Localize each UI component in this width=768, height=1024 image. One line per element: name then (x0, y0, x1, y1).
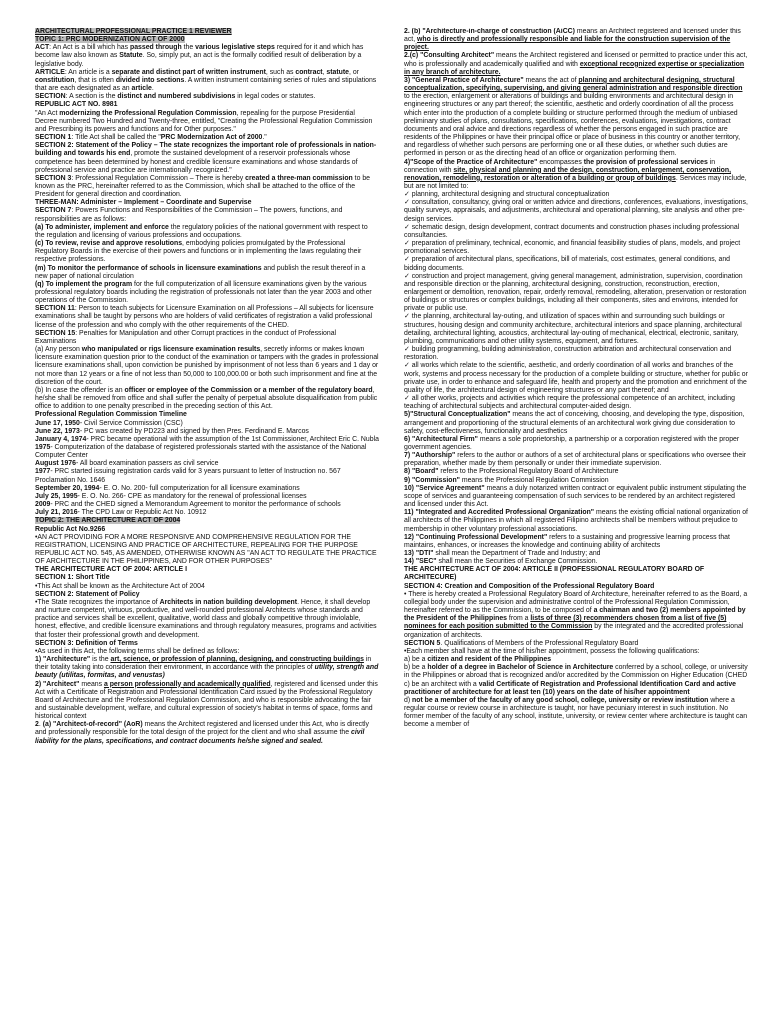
text-run: exceptional recognized expertise or specialization in any branch of architecture. (404, 60, 745, 76)
paragraph (35, 265, 379, 281)
text-run: ✓ the planning, architectural lay-outing, and utilization of spaces within and surrounding such buildings or structures, housing design and community architecture, architectural interiors and space planning, architectural detailing, architectural lighting, acoustics, architectural lay-outing of mechanical, electrical, electronic, sanitary, plumbing, communications and other utility systems, equipment, and fixtures. (404, 313, 742, 344)
text-run: 9) "Commission" (404, 476, 460, 484)
text-run: (m) To monitor the performance of schools in licensure examinations (35, 264, 262, 272)
text-run: ✓ planning, architectural designing and structural conceptualization (404, 191, 609, 198)
text-run: •AN ACT PROVIDING FOR A MORE RESPONSIVE AND COMPREHENSIVE REGULATION FOR THE REGISTRATION, LICENSING AND PRACTICE OF ARCHITECTURE, REPEALING FOR THE PURPOSE REPUBLIC ACT NO. 545, AS AMENDED, OTHERWISE KNOWN AS "AN ACT TO REGULATE THE PRACTICE OF ARCHITECTURE IN THE PHILIPPINES, AND FOR OTHER PURPOSES" (35, 533, 377, 566)
text-run: ✓ all works which relate to the scientific, aesthetic, and orderly coordination of all works and branches of the work, systems and process necessary for the production of a complete building or structure, whether for public or private use, in order to enhance and safeguard life, health and property and the promotion and enrichment of the quality of life, the architectural design of engineering structures or any part thereof; and (404, 362, 748, 393)
paragraph (35, 281, 379, 305)
text-run: - Civil Service Commission (CSC) (79, 419, 183, 427)
text-run: means the Professional Regulation Commission (459, 476, 609, 484)
text-run: 14) "SEC" (404, 558, 437, 566)
text-run: June 22, 1973 (35, 427, 80, 435)
paragraph (404, 313, 748, 346)
text-run: TOPIC 1: PRC MODERNIZATION ACT OF 2000 (35, 36, 185, 44)
text-run: - Computerization of the database of registered professionals started with the assistance of the National Computer Center (35, 443, 367, 460)
text-run: citizen and resident of the Philippines (427, 656, 552, 664)
text-run: art, science, or profession of planning, designing, and constructing buildings (110, 656, 364, 664)
paragraph (404, 468, 748, 476)
paragraph (35, 468, 379, 484)
text-run: . Qualifications of Members of the Professional Regulatory Board (440, 639, 639, 647)
text-run: ✓ consultation, consultancy, giving oral or written advice and directions, conferences, evaluations, investigations, quality surveys, appraisals, and adjustments, architectural and operational planning, site analysis and other pre-design services. (404, 199, 748, 222)
text-run: (a) Any person (35, 346, 82, 354)
text-run: ✓ preparation of architectural plans, specifications, bill of materials, cost estimates, general conditions, and bidding documents. (404, 256, 730, 271)
text-run: , such as (265, 68, 296, 76)
paragraph (35, 681, 379, 722)
paragraph (404, 664, 748, 680)
text-run: holder of a degree in Bachelor of Science in Architecture (427, 664, 614, 672)
text-run: (q) To implement the program (35, 280, 133, 288)
text-run: SECTION 15 (35, 329, 76, 337)
text-run: SECTION 1: Short Title (35, 574, 110, 582)
text-run: (a) To administer, implement and enforce (35, 223, 169, 231)
text-run: . (38, 721, 43, 729)
paragraph (35, 534, 379, 567)
paragraph (35, 224, 379, 240)
paragraph (404, 159, 748, 192)
paragraph (404, 566, 748, 582)
paragraph (35, 566, 379, 574)
text-run: Professional Regulation Commission Timeline (35, 411, 187, 419)
text-run: by the integrated and the accredited professional organization of architects. (404, 623, 744, 639)
paragraph (35, 330, 379, 346)
paragraph (35, 36, 379, 44)
text-run: from a (507, 615, 531, 623)
text-run: : An article is a (64, 68, 112, 76)
text-run: who manipulated or rigs licensure examination results (81, 346, 261, 354)
text-run: refers to the author or authors of a set of architectural plans or specifications who oversee their preparation, whether made by them personally or under their immediate supervision. (404, 452, 747, 468)
text-run: - PRC and the CHED signed a Memorandum Agreement to monitor the performance of schools (50, 501, 341, 509)
text-run: conferred by a school, college, or university in the Philippines or abroad that is recognized and/or accredited by the Commission on Higher Education (CHED (404, 664, 748, 680)
paragraph (404, 273, 748, 314)
paragraph (35, 134, 379, 142)
text-run: 8) "Board" (404, 468, 439, 476)
paragraph (35, 640, 379, 648)
text-run: •This Act shall be known as the Architecture Act of 2004 (35, 582, 205, 590)
text-run: for the full computerization of all licensure examinations given by the various professional regulatory boards including the registration of professionals not later than the year 2003 and other operations of the Commission. (35, 280, 372, 305)
text-run: - E. O. No. 200- full computerization for all licensure examinations (99, 484, 300, 492)
text-run: means (79, 680, 104, 688)
paragraph (35, 199, 379, 207)
text-run: SECTION 11 (35, 305, 75, 313)
paragraph (35, 517, 379, 525)
paragraph (35, 460, 379, 468)
text-run: . (151, 85, 154, 93)
paragraph (35, 428, 379, 436)
paragraph (404, 28, 748, 52)
text-run: 10) "Service Agreement" (404, 484, 485, 492)
text-run: a) be a (404, 656, 428, 664)
text-run: August 1976 (35, 460, 76, 468)
text-run: to the erection, enlargement or alterations of buildings and building environments and architectural design in engineering structures or any part thereof; the scientific, aesthetic and orderly coordination of all the process which enter into the production of a complete building or structure performed through the medium of unbiased preliminary studies of plans, consultations, specifications, conferences, evaluations, investigations, contract documents and oral advice and directions regardless of whether the persons engaged in such practice are residents of the Philippines or have their principal office or place of business in this country or another territory, and regardless of whether such persons are performing one or all these duties, or whether such duties are performed in person or as the directing head of an office or organization performing them. (404, 93, 741, 158)
paragraph (35, 656, 379, 680)
text-run: a chairman and two (2) members appointed by the President of the Philippines (404, 607, 746, 623)
paragraph (404, 436, 748, 452)
text-run: (a) "Architect-of-record" (AoR) (42, 721, 143, 729)
paragraph (404, 346, 748, 362)
text-run: in their totality taking into consideration their environment, in accordance with the principles of (35, 656, 372, 672)
text-run: SECTION 5 (404, 639, 441, 647)
paragraph (404, 697, 748, 730)
text-run: 5)"Structural Conceptualization" (404, 411, 511, 419)
text-run: 2 (35, 721, 39, 729)
paragraph (404, 452, 748, 468)
text-run: •As used in this Act, the following terms shall be defined as follows: (35, 647, 240, 655)
text-run: article (131, 85, 152, 93)
text-run: 7) "Authorship" (404, 452, 456, 460)
text-run: separate and distinct part of written instrument (111, 68, 266, 76)
paragraph (35, 501, 379, 509)
paragraph (35, 436, 379, 444)
text-run: THE ARCHITECTURE ACT OF 2004: ARTICLE II (PROFESSIONAL REGULATORY BOARD OF ARCHITECURE) (404, 566, 705, 582)
text-run: where a regular course or review course in architecture is taught, nor have pecuniary interest in such institution. No former member of the faculty of any school, institute, university, or review center where architecture is taught can become a member of (404, 696, 748, 729)
text-run: . Services may include, but are not limited to: (404, 174, 747, 190)
text-run: , embodying policies promulgated by the Professional Regulatory Boards in the exercise of their powers and functions or in implementing the laws regulating their respective professions. (35, 240, 362, 264)
text-run: Statute (119, 52, 143, 60)
text-run: divided into sections (115, 76, 185, 84)
paragraph (404, 240, 748, 256)
left-column (35, 28, 379, 1024)
text-run: , (322, 68, 327, 76)
text-run: : Powers Functions and Responsibilities of the Commission – The powers, functions, and responsibilities are as follows: (35, 207, 343, 223)
paragraph (404, 191, 748, 199)
text-run: 3) "General Practice of Architecture" (404, 76, 524, 84)
paragraph (404, 640, 748, 648)
paragraph (35, 420, 379, 428)
paragraph (404, 656, 748, 664)
text-run: required for it and which has become law also known as (35, 44, 364, 60)
text-run: - E. O. No. 266- CPE as mandatory for the renewal of professional licenses (77, 492, 307, 500)
text-run: ." (262, 134, 267, 142)
text-run: July 25, 1995 (35, 492, 78, 500)
text-run: ✓ building programming, building administration, construction arbitration and architectural conservation and restoration. (404, 346, 731, 361)
text-run: SECTION 7 (35, 207, 72, 215)
paragraph (35, 93, 379, 101)
text-run: planning and architectural designing, structural conceptualization, specifying, supervising, and giving general administration and responsible direction (404, 76, 743, 93)
paragraph (35, 207, 379, 223)
text-run: 2.(c) "Consulting Architect" (404, 52, 495, 60)
text-run: - PRC started issuing registration cards valid for 3 years pursuant to letter of Instruction no. 567 Proclamation No. 1646 (35, 468, 341, 484)
paragraph (35, 509, 379, 517)
text-run: , promote the sustained development of a reservoir professionals whose competence has been determined by honest and credible licensure examinations and whose standards of professional service and practice are internationally recognized." (35, 150, 358, 174)
text-run: means the Architect registered and licensed under this Act, who is directly and professionally responsible for the total design of the project for the client and who shall assume the (35, 721, 369, 737)
text-run: passed through (130, 44, 182, 52)
paragraph (35, 305, 379, 329)
text-run: means the Architect registered and licensed or permitted to practice under this act, who is professionally and academically qualified and with (404, 52, 748, 68)
text-run: refers to the Professional Regulatory Board of Architecture (438, 468, 619, 476)
text-run: THREE-MAN: Administer – Implement – Coordinate and Supervise (35, 199, 252, 207)
text-run: : A section is the (65, 93, 118, 101)
paragraph (404, 477, 748, 485)
text-run: b) be a (404, 664, 428, 672)
paragraph (404, 681, 748, 697)
paragraph (35, 648, 379, 656)
text-run: 2. (b) "Architecture-in-charge of construction (AiCC) (404, 28, 575, 35)
text-run: : Professional Regulation Commission – There is hereby (71, 174, 246, 182)
text-run: (c) To review, revise and approve resolutions (35, 240, 183, 248)
text-run: means the act of conceiving, choosing, and developing the type, disposition, arrangement and proportioning of the structural elements of an architectural work giving due consideration to safety, cost-effectiveness, functionality and aesthetics (404, 411, 745, 435)
text-run: . So, simply put, an act is the formally codified result of deliberation by a legislative body. (35, 52, 362, 68)
text-run: 1) "Architecture" (35, 656, 91, 664)
paragraph (404, 199, 748, 223)
paragraph (404, 411, 748, 435)
text-run: means a sole proprietorship, a partnership or a corporation registered with the proper government agencies. (404, 435, 740, 451)
text-run: . Hence, it shall develop and nurture competent, virtuous, productive, and well-rounded professional Architects whose standards and practice and services shall be excellent, qualitative, world class and globally competitive through inviolable, honest, effective, and credible licensure examinations and through regulatory measures, programs and activities that foster their professional growth and development. (35, 598, 377, 639)
paragraph (35, 721, 379, 745)
text-run: : Penalties for Manipulation and other Corrupt practices in the conduct of Professional Examinations (35, 329, 337, 345)
paragraph (35, 44, 379, 68)
paragraph (404, 224, 748, 240)
text-run: ARTICLE (35, 68, 65, 76)
paragraph (35, 69, 379, 93)
text-run: valid Certificate of Registration and Professional Identification Card and active practitioner of architecture for at least ten (10) years on the date of his/her appointment (404, 680, 736, 696)
text-run: encompasses (537, 158, 584, 166)
paragraph (404, 583, 748, 591)
text-run: , he/she shall be removed from office and shall suffer the penalty of perpetual absolute disqualification from public office to addition to one penalty prescribed in the preceding section of this Act. (35, 386, 378, 411)
text-run: refers to a sustaining and progressive learning process that maintains, enhances, or increases the knowledge and continuing ability of architects (404, 533, 730, 549)
paragraph (404, 485, 748, 509)
paragraph (35, 493, 379, 501)
text-run: 11) "Integrated and Accredited Professional Organization" (404, 509, 595, 517)
paragraph (404, 256, 748, 272)
paragraph (35, 28, 379, 36)
paragraph (404, 52, 748, 76)
text-run: means the existing official national organization of all architects of the Philippines in which all registered Filipino architects shall be members without prejudice to membership in other voluntary professional associations. (404, 509, 748, 533)
text-run: 12) "Continuing Professional Development" (404, 533, 548, 541)
paragraph (35, 240, 379, 264)
paragraph (404, 591, 748, 640)
text-run: not be a member of the faculty of any good school, college, university or review institution (412, 696, 709, 704)
text-run: Republic Act No.9266 (35, 525, 106, 533)
text-run: 1975 (35, 443, 51, 451)
text-run: 4)"Scope of the Practice of Architecture" (404, 158, 538, 166)
paragraph (404, 648, 748, 656)
text-run: , repealing for the purpose Presidential Decree numbered Two Hundred and Twenty-three, entitled, "Creating the Professional Regulation Commission and Prescribing its powers and functions and for Other purposes." (35, 109, 373, 133)
text-run: 13) "DTI" (404, 550, 434, 557)
text-run: , registered and licensed under this Act with a Certificate of Registration and Professional Identification Card issued by the Professional Regulatory Board of Architecture and the Professional Regulation Commission, and who is responsible advocating the fair and sustainable development, welfare, and cultural expression of society's habitat in terms of space, forms and historical context (35, 680, 378, 721)
text-run: REPUBLIC ACT NO. 8981 (35, 101, 118, 109)
text-run: : Person to teach subjects for Licensure Examination on all Professions – All subjects for licensure examinations shall be taught by persons who are holders of valid certificates of registration a valid professional license of the profession and who comply with the other requirements of the CHED. (35, 305, 374, 329)
text-run: 6) "Architectural Firm" (404, 435, 478, 443)
right-column (404, 28, 748, 1024)
text-run: : Title Act shall be called the " (71, 134, 161, 142)
text-run: September 20, 1994 (35, 484, 100, 492)
text-run: the regulatory policies of the national government with respect to the regulation and licensing of various professions and occupations. (35, 223, 368, 239)
paragraph (404, 558, 748, 566)
text-run: is the (90, 656, 111, 664)
text-run: 2) "Architect" (35, 680, 80, 688)
text-run: d) (404, 696, 413, 704)
text-run: - PC was created by PD223 and signed by then Pres. Ferdinand E. Marcos (79, 427, 309, 435)
paragraph (35, 591, 379, 599)
text-run: in legal codes or statutes. (235, 93, 316, 101)
text-run: c) be an architect with a (404, 680, 479, 688)
text-run: (b) In case the offender is an (35, 386, 125, 394)
text-run: modernizing the Professional Regulation Commission (59, 109, 237, 117)
paragraph (35, 110, 379, 134)
text-run: SECTION 4: Creation and Composition of the Professional Regulatory Board (404, 582, 655, 590)
paragraph (35, 485, 379, 493)
text-run: July 21, 2016 (35, 509, 78, 517)
text-run: 1977 (35, 468, 51, 476)
text-run: SECTION (35, 93, 66, 101)
text-run: Architects in nation building development (159, 598, 298, 606)
text-run: •The State recognizes the importance of (35, 598, 160, 606)
paragraph (35, 526, 379, 534)
paragraph (35, 387, 379, 411)
paragraph (404, 550, 748, 558)
text-run: ✓ all other works, projects and activities which require the professional competence of an architect, including teaching of architectural subjects and architectural computer-aided design. (404, 395, 735, 410)
text-run: statute (326, 68, 350, 76)
text-run: ✓ preparation of preliminary, technical, economic, and financial feasibility studies of plans, models, and project promotional services. (404, 240, 740, 255)
paragraph (404, 534, 748, 550)
text-run: •Each member shall have at the time of his/her appointment, possess the following qualifications: (404, 647, 700, 655)
text-run: who is directly and professionally responsible and liable for the construction supervision of the project. (404, 36, 731, 52)
paragraph (404, 509, 748, 533)
paragraph (35, 583, 379, 591)
paragraph (35, 346, 379, 387)
text-run: contract (295, 68, 323, 76)
text-run: utility, strength and beauty (utilitas, formitas, and venustas) (35, 664, 379, 680)
text-run: , that is often (74, 76, 116, 84)
text-run: - The CPD Law or Republic Act No. 10912 (77, 509, 207, 517)
text-run: and publish the result thereof in a new paper of national circulation (35, 264, 366, 280)
text-run: 2009 (35, 501, 51, 509)
text-run: June 17, 1950 (35, 419, 80, 427)
text-run: to be known as the PRC, hereinafter referred to as the Commission, which shall be attached to the office of the President for general direction and coordination. (35, 174, 370, 199)
text-run: a person professionally and academically qualified (103, 680, 271, 688)
text-run: site, physical and planning and the design, construction, enlargement, conservation, renovation, remodeling, restoration or alteration of a building or group of buildings (404, 166, 732, 182)
paragraph (404, 362, 748, 395)
text-run: • There is hereby created a Professional Regulatory Board of Architecture, hereinafter referred to as the Board, a collegial body under the supervision and administrative control of the Professional Regulation Commission, hereinafter referred to as the Commission, to be composed of (404, 590, 748, 615)
text-run: - PRC became operational with the assumption of the 1st Commissioner, Architect Eric C. Nubla (86, 435, 379, 443)
text-run: created a three-man commission (245, 174, 353, 182)
text-run: TOPIC 2: THE ARCHITECTURE ACT OF 2004 (35, 517, 181, 525)
text-run: SECTION 2: Statement of the Policy – The state recognizes the important role of professionals in nation-building and towards his end (35, 142, 377, 158)
text-run: ACT (35, 44, 50, 52)
text-run: . A written instrument containing series of rules and stipulations that are each designated as an (35, 76, 377, 93)
text-run: SECTION 1 (35, 134, 72, 142)
paragraph (35, 142, 379, 175)
text-run: ARCHITECTURAL PROFESSIONAL PRACTICE 1 REVIEWER (35, 28, 232, 35)
text-run: lists of three (3) recommenders chosen from a list of five (5) nominees for each position submitted to the Commission (404, 615, 727, 631)
text-run: , secretly informs or makes known licensure examination question prior to the conduct of the examination or tampers with the grades in professional licensure examinations shall, upon conviction be punished by imprisonment of not less than 6 years and 1 day or not more than 12 years or a fine of not less than 50,000 to 100,000.00 or both such imprisonment and fine at the discretion of the court. (35, 346, 379, 386)
text-run: shall mean the Securities of Exchange Commission. (436, 558, 598, 566)
text-run: shall mean the Department of Trade and Industry; and (433, 550, 601, 557)
text-run: , or (349, 68, 359, 76)
text-run: civil liability for the plans, specifications, and contract documents he/she signed and sealed. (35, 729, 365, 745)
paragraph (35, 444, 379, 460)
text-run: means an Architect registered and licensed under this act, (404, 28, 741, 44)
text-run: ✓ schematic design, design development, contract documents and construction phases including professional consultancies. (404, 224, 739, 239)
text-run: SECTION 2: Statement of Policy (35, 590, 140, 598)
text-run: constitution (35, 76, 75, 84)
text-run: PRC Modernization Act of 2000 (160, 134, 263, 142)
text-run: means the act of (523, 76, 579, 84)
text-run: : An Act is a bill which has (49, 44, 130, 52)
paragraph (35, 175, 379, 199)
text-run: "An Act (35, 109, 60, 117)
paragraph (35, 411, 379, 419)
text-run: the (181, 44, 196, 52)
paragraph (35, 101, 379, 109)
text-run: distinct and numbered subdivisions (117, 93, 236, 101)
text-run: in connection with (404, 158, 716, 174)
text-run: officer or employee of the Commission or a member of the regulatory board (124, 386, 373, 394)
paragraph (404, 395, 748, 411)
paragraph (35, 574, 379, 582)
text-run: - All board examination passers as civil service (75, 460, 219, 468)
text-run: THE ARCHITECTURE ACT OF 2004: ARTICLE I (35, 566, 187, 574)
text-run: SECTION 3: Definition of Terms (35, 639, 138, 647)
text-run: SECTION 3 (35, 174, 72, 182)
text-run: means a duly notarized written contract or equivalent public instrument stipulating the scope of services and guaranteeing compensation of such services to be rendered by an architect registered and licensed under this Act. (404, 484, 747, 509)
paragraph (404, 77, 748, 159)
text-run: January 4, 1974 (35, 435, 87, 443)
text-run: various legislative steps (195, 44, 275, 52)
paragraph (35, 599, 379, 640)
text-run: ✓ construction and project management, giving general management, administration, supervision, coordination and responsible direction or the planning, architectural designing, construction, reconstruction, erection, enlargement or demolition, renovation, repair, orderly removal, remodeling, alteration, preservation or restoration of buildings or structures or complex buildings, including all their components, sites and environs, intended for private or public use. (404, 273, 746, 313)
text-run: the provision of professional services (583, 158, 708, 166)
